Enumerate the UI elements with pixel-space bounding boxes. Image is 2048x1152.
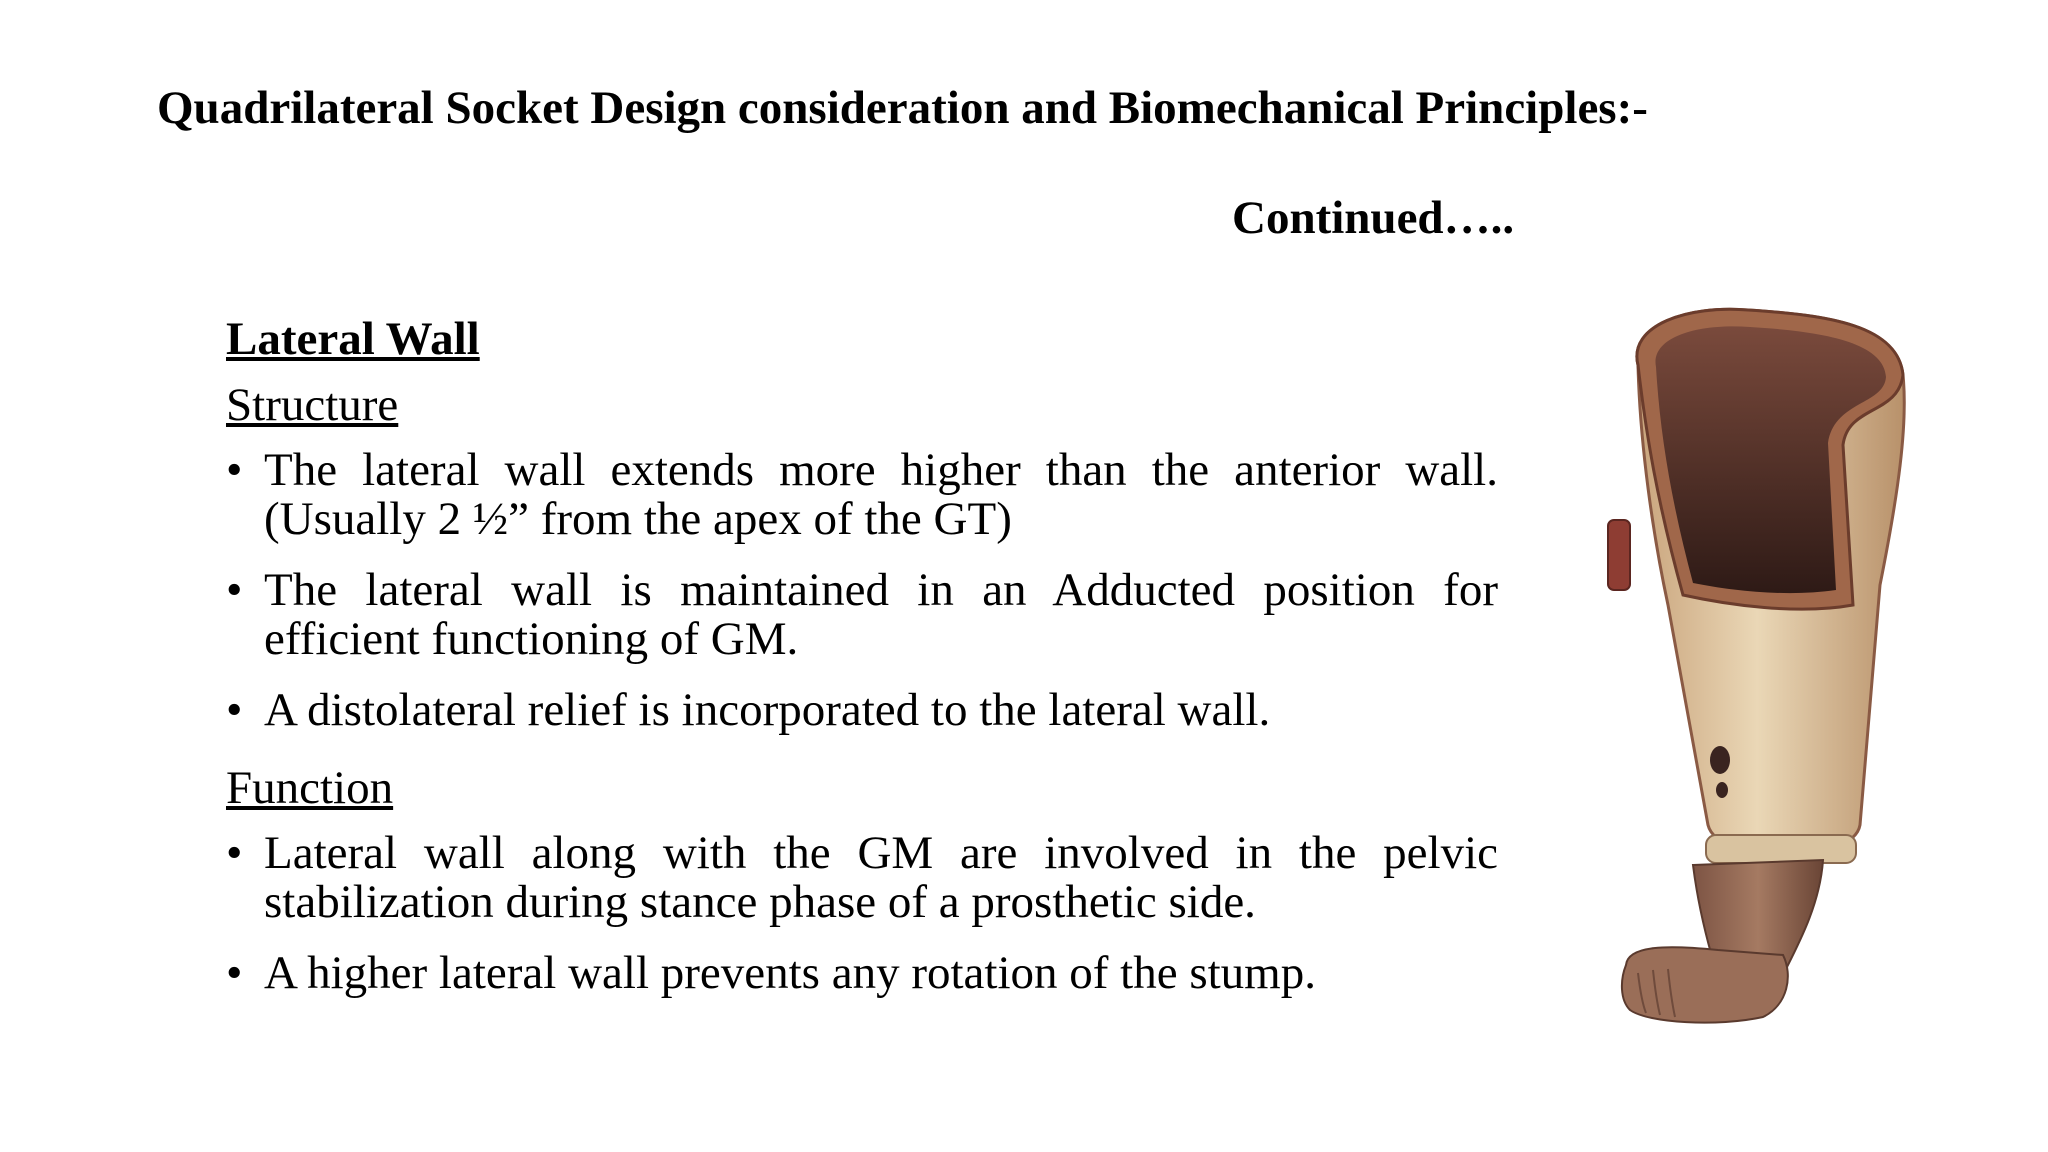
bullet-icon: • xyxy=(226,827,243,879)
slide-content xyxy=(226,304,1498,1020)
socket-hole xyxy=(1710,746,1730,774)
function-bullet-list xyxy=(226,829,1498,998)
function-bullet-text: A higher lateral wall prevents any rotation of the stump. xyxy=(264,947,1316,999)
structure-bullet-text: The lateral wall is maintained in an Adducted position for efficient functioning of GM. xyxy=(264,564,1498,665)
function-heading: Function xyxy=(226,762,394,814)
knee-joint xyxy=(1706,835,1856,863)
structure-bullet xyxy=(226,446,1498,544)
section-heading-lateral-wall: Lateral Wall xyxy=(226,313,480,365)
bullet-icon: • xyxy=(226,564,243,616)
structure-bullet xyxy=(226,566,1498,664)
bullet-icon: • xyxy=(226,684,243,736)
prosthetic-leg-figure xyxy=(1598,305,1918,1027)
slide-subtitle: Continued….. xyxy=(1232,192,1515,244)
structure-bullet-text: A distolateral relief is incorporated to the lateral wall. xyxy=(264,684,1271,736)
structure-bullet-list xyxy=(226,446,1498,735)
socket-valve xyxy=(1608,520,1630,590)
slide-title: Quadrilateral Socket Design consideration and Biomechanical Principles:- xyxy=(157,82,1648,134)
socket-hole xyxy=(1716,782,1728,798)
function-bullet xyxy=(226,949,1498,998)
foot xyxy=(1622,947,1788,1022)
function-bullet-text: Lateral wall along with the GM are involved in the pelvic stabilization during stance phase of a prosthetic side. xyxy=(264,827,1498,928)
bullet-icon: • xyxy=(226,444,243,496)
structure-heading: Structure xyxy=(226,379,399,431)
function-bullet xyxy=(226,829,1498,927)
structure-bullet-text: The lateral wall extends more higher than the anterior wall. (Usually 2 ½” from the apex of the GT) xyxy=(264,444,1498,545)
structure-bullet xyxy=(226,686,1498,735)
prosthetic-leg-icon xyxy=(1598,305,1918,1027)
bullet-icon: • xyxy=(226,947,243,999)
